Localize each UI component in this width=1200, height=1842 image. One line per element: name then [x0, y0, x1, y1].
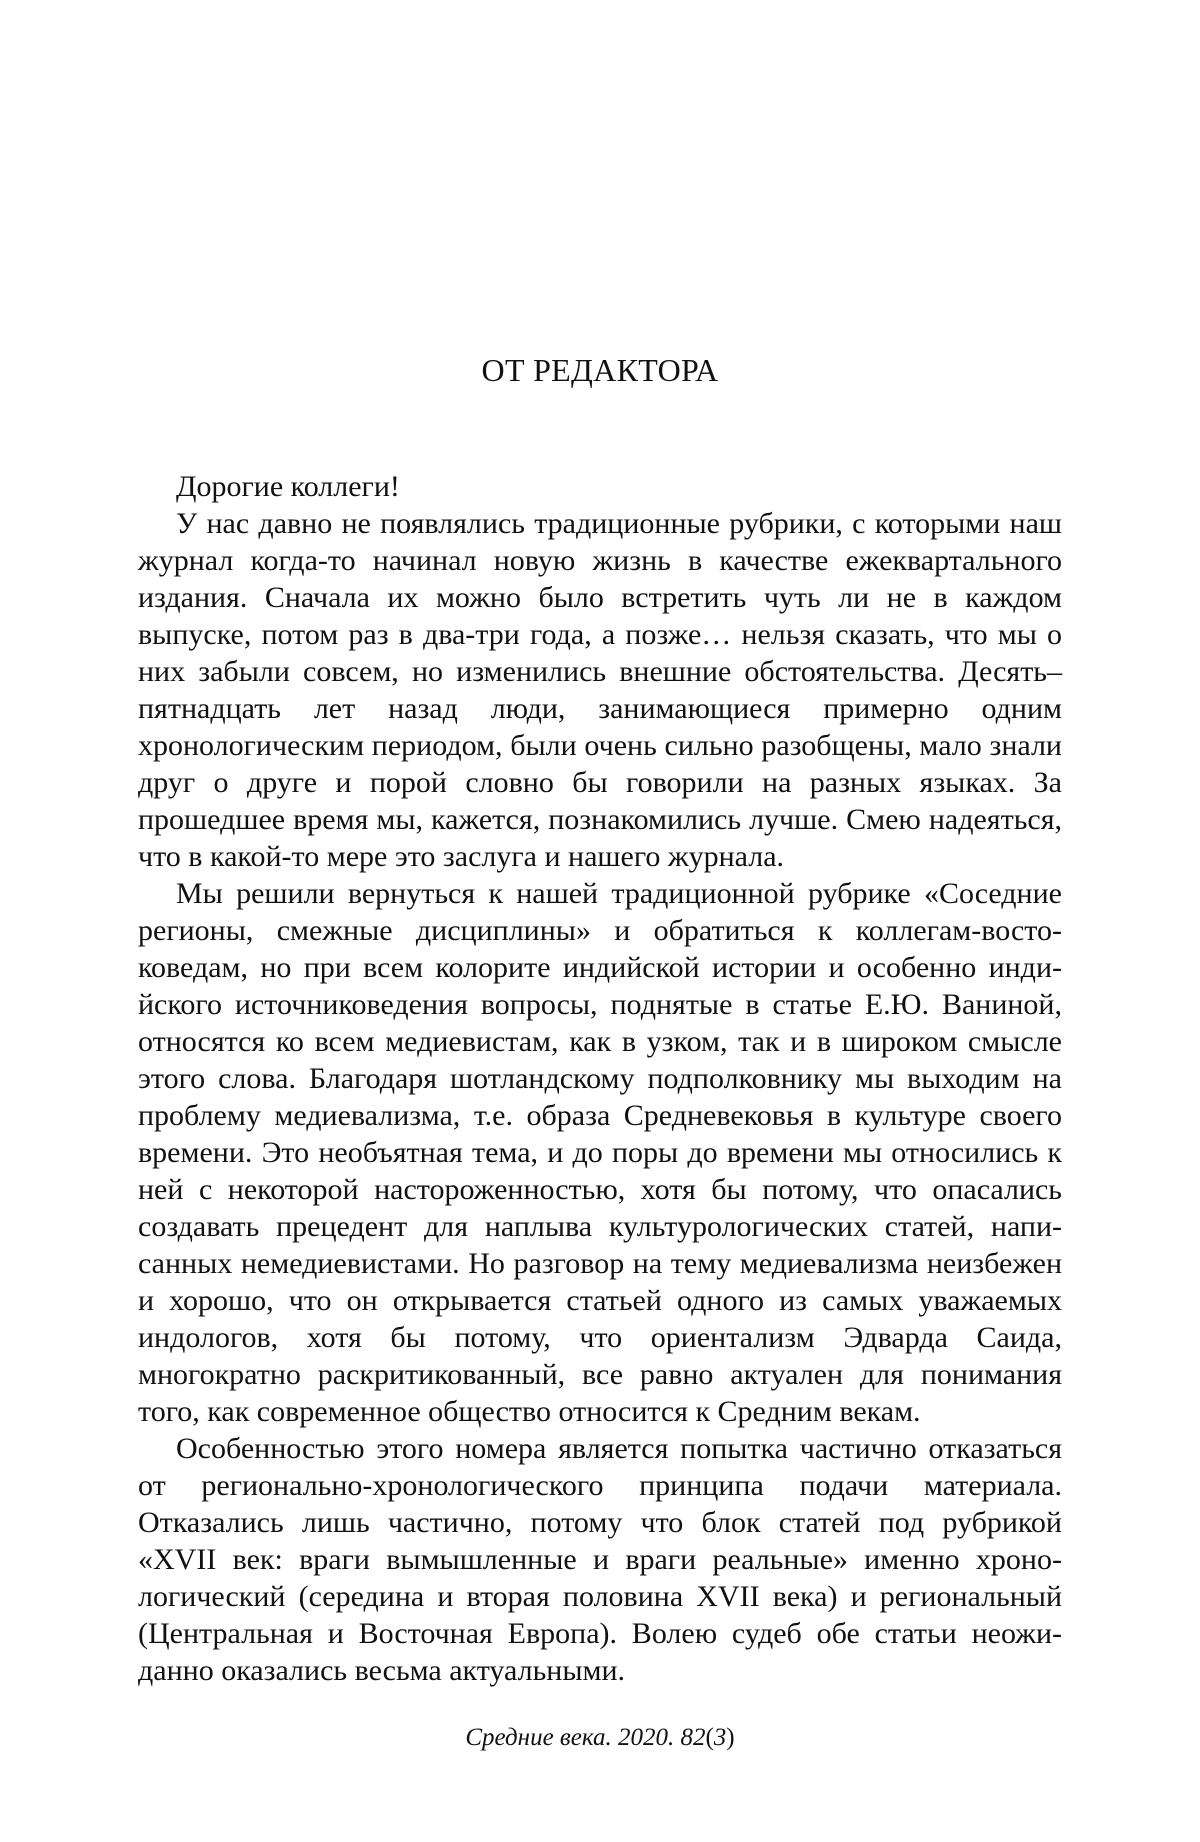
issue-paren-open: ( [705, 1724, 713, 1751]
paragraph-3: Особенностью этого номера является попытка частично отка­заться от регионально-хронологического принципа подачи материа­ла. Отказались лишь частично, потому что блок статей под рубрикой «XVII век: враги вымышленные и враги реальные» именно хроно­логический (середина и вторая половина XVII века) и региональный (Центральная и Восточная Европа). Волею судеб обе статьи неожи­данно оказались весьма актуальными. [138, 1430, 1062, 1689]
issue-number: 3 [714, 1724, 727, 1751]
paragraph-2: Мы решили вернуться к нашей традиционной рубрике «Сосед­ние регионы, смежные дисциплины» и обратиться к коллегам-восто­коведам, но при всем колорите индийской истории и особенно инди­йского источниковедения вопросы, поднятые в статье Е.Ю. Ваниной, относятся ко всем медиевистам, как в узком, так и в широком смысле этого слова. Благодаря шотландскому подполковнику мы выходим на проблему медиевализма, т.е. образа Средневековья в культуре своего времени. Это необъятная тема, и до поры до времени мы относились к ней с некоторой настороженностью, хотя бы потому, что опасались создавать прецедент для наплыва культурологических статей, напи­санных немедиевистами. Но разговор на тему медиевализма неизбе­жен и хорошо, что он открывается статьей одного из самых уважае­мых индологов, хотя бы потому, что ориентализм Эдварда Саида, многократно раскритикованный, все равно актуален для понимания того, как современное общество относится к Средним векам. [138, 875, 1062, 1430]
journal-citation: Средние века. 2020. 82 [465, 1724, 705, 1751]
greeting: Дорогие коллеги! [138, 468, 1062, 505]
journal-footer [0, 1723, 1200, 1753]
editorial-body [138, 468, 1062, 1689]
issue-paren-close: ) [726, 1724, 734, 1751]
page-title: ОТ РЕДАКТОРА [0, 350, 1200, 390]
paragraph-1: У нас давно не появлялись традиционные рубрики, с которыми наш журнал когда-то начинал новую жизнь в качестве ежекварталь­ного издания. Сначала их можно было встретить чуть ли не в каж­дом выпуске, потом раз в два-три года, а позже… нельзя сказать, что мы о них забыли совсем, но изменились внешние обстоятель­ства. Десять–пятнадцать лет назад люди, занимающиеся примерно одним хронологическим периодом, были очень сильно разобще­ны, мало знали друг о друге и порой словно бы говорили на разных языках. За прошедшее время мы, кажется, познакомились лучше. Смею надеяться, что в какой-то мере это заслуга и нашего журнала. [138, 505, 1062, 875]
